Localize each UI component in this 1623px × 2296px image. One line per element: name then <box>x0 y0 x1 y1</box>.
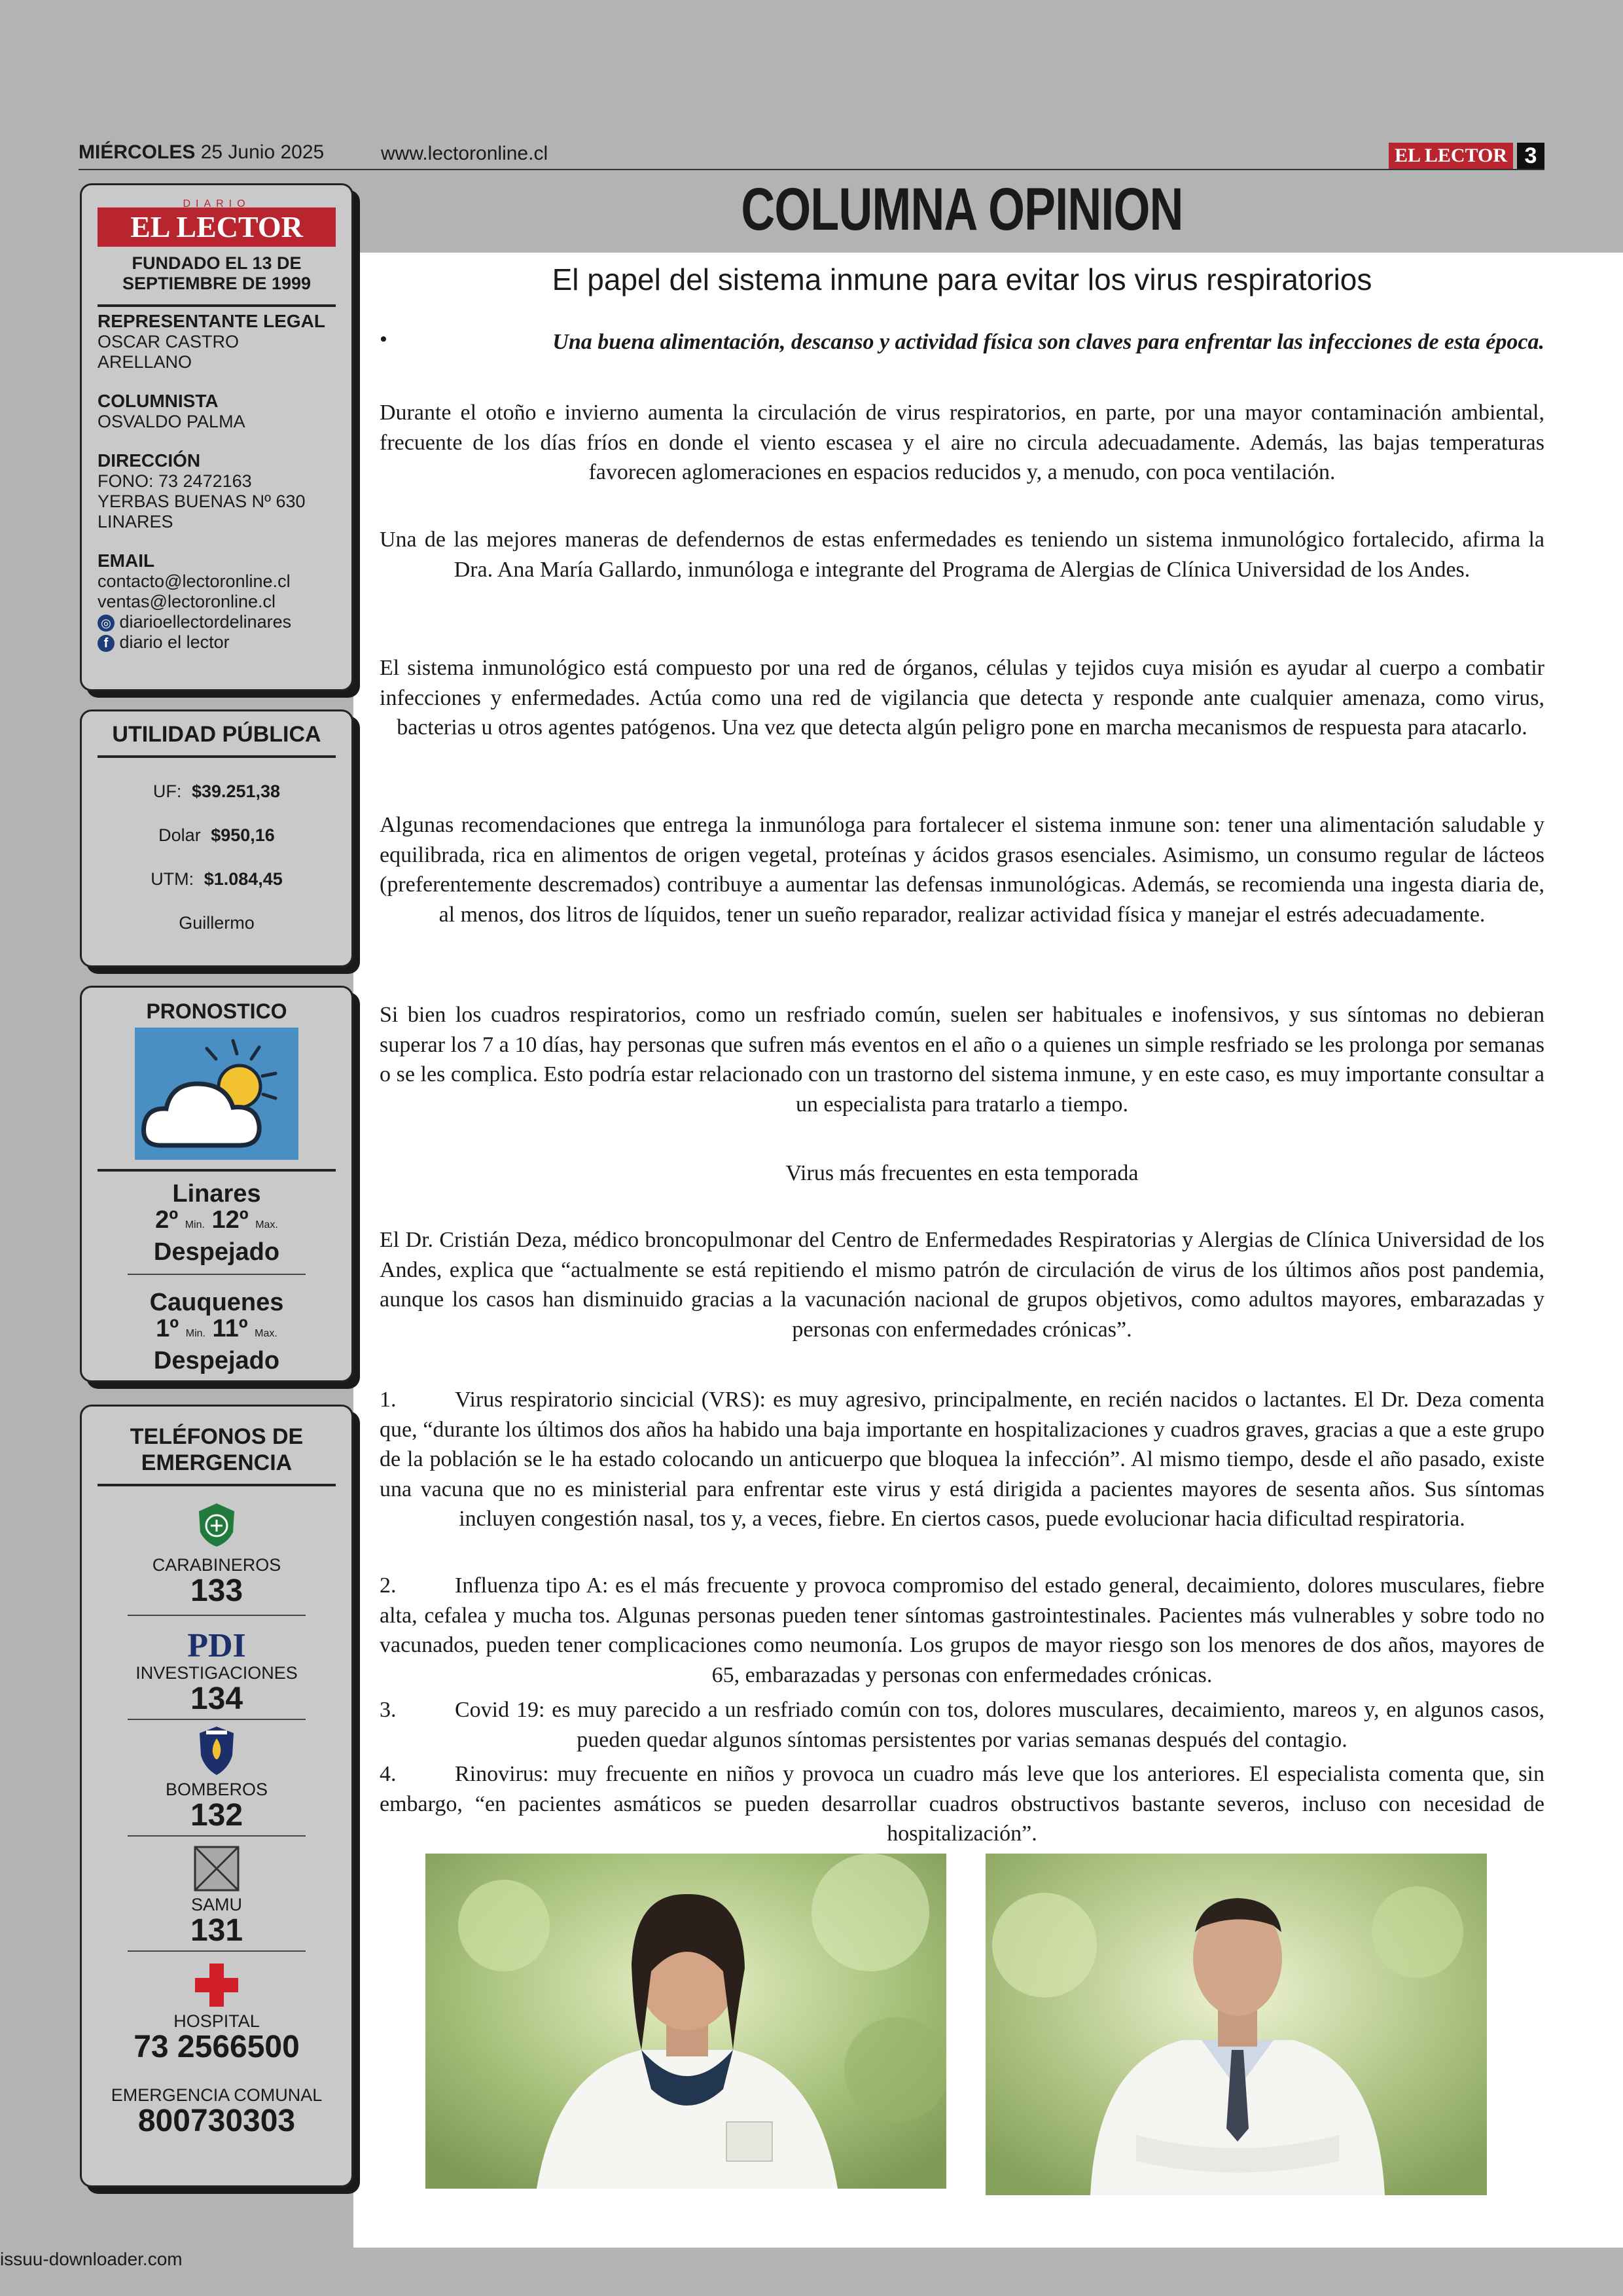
uf-row <box>82 781 351 802</box>
utility-rule <box>98 755 336 758</box>
paragraph: El sistema inmunológico está compuesto por una red de órganos, células y tejidos cuya misión es ayudar al cuerpo a combatir infecciones y enfermedades. Actúa como una red de vigilancia que detecta y responde ante cualquier amenaza, como virus, bacterias u otros agentes patógenos. Una vez que detecta algún peligro pone en marcha mecanismos de respuesta para atacarlo. <box>380 656 1544 740</box>
bomberos-shield-icon <box>197 1725 236 1776</box>
hospital-number: 73 2566500 <box>134 2030 300 2064</box>
list-item <box>380 1571 1544 1690</box>
street: YERBAS BUENAS Nº 630 <box>98 492 306 511</box>
samu-entry[interactable] <box>82 1846 351 1946</box>
utm-label: UTM: <box>151 869 194 889</box>
email-contacto[interactable]: contacto@lectoronline.cl <box>98 571 291 591</box>
dolar-value: $950,16 <box>211 825 275 845</box>
utility-title: UTILIDAD PÚBLICA <box>112 722 321 747</box>
forecast-linares <box>82 1181 351 1266</box>
list-number: 2. <box>380 1573 397 1598</box>
paragraph: Durante el otoño e invierno aumenta la circulación de virus respiratorios, en parte, por una mayor contaminación ambiental, frecuente de los días fríos en donde el viento escasea y el aire no circula adecuadamente. Además, las bajas temperaturas favorecen aglomeraciones en espacios reducidos y, a menudo, con poca ventilación. <box>380 401 1544 484</box>
min-label: Min. <box>185 1328 205 1339</box>
article-lead: Una buena alimentación, descanso y actividad física son claves para enfrentar las infecciones de esta época. <box>552 330 1544 354</box>
pdi-logo: PDI <box>187 1627 246 1664</box>
condition: Despejado <box>153 1238 280 1266</box>
list-number: 1. <box>380 1388 397 1412</box>
forecast-rule <box>98 1169 336 1172</box>
temps <box>82 1316 351 1347</box>
max-label: Max. <box>255 1219 278 1230</box>
temps <box>82 1207 351 1238</box>
list-text: Covid 19: es muy parecido a un resfriado común con tos, dolores musculares, decaimiento, mareos y, en algunos casos, pueden quedar algunos síntomas persistentes por varias semanas después del contagio. <box>455 1698 1544 1752</box>
emergency-box <box>80 1405 353 2187</box>
samu-label: SAMU <box>190 1895 242 1914</box>
temp-max: 12º <box>211 1206 249 1234</box>
facebook-handle: diario el lector <box>119 632 230 652</box>
partly-cloudy-icon <box>135 1028 298 1160</box>
list-text: Influenza tipo A: es el más frecuente y provoca compromiso del estado general, decaimiento, dolores musculares, fiebre alta, cefalea y mucha tos. Algunas personas pueden tener síntomas gastrointestinales. Pacientes más vulnerables y sobre todo no vacunados, pueden tener complicaciones como neumonía. Los grupos de mayor riesgo son los menores de dos años, mayores de 65, embarazadas y personas con enfermedades crónicas. <box>380 1573 1544 1687</box>
hospital-label: HOSPITAL <box>173 2011 260 2031</box>
emergency-title: TELÉFONOS DE EMERGENCIA <box>130 1424 304 1475</box>
founded-text: FUNDADO EL 13 DE SEPTIEMBRE DE 1999 <box>122 253 312 293</box>
comunal-number: 800730303 <box>137 2104 296 2138</box>
investigaciones-label: INVESTIGACIONES <box>135 1663 298 1683</box>
bomberos-entry[interactable] <box>82 1725 351 1831</box>
facebook-icon: f <box>98 635 115 652</box>
paragraph: El Dr. Cristián Deza, médico broncopulmonar del Centro de Enfermedades Respiratorias y Alergias de Clínica Universidad de los Andes, explica que “actualmente se está repitiendo el mismo patrón de circulación de virus de los últimos años post pandemia, aunque los casos han disminuido gracias a la vacunación nacional de grupos objetivos, como adultos mayores, embarazadas y personas con enfermedades crónicas”. <box>380 1228 1544 1342</box>
max-label: Max. <box>255 1328 277 1339</box>
address-label: DIRECCIÓN <box>98 450 201 471</box>
forecast-title: PRONOSTICO <box>146 999 287 1023</box>
condition: Despejado <box>153 1347 280 1374</box>
phone: FONO: 73 2472163 <box>98 471 252 491</box>
photo-dra-gallardo <box>425 1854 946 2189</box>
list-item <box>380 1695 1544 1755</box>
samu-number: 131 <box>190 1913 243 1948</box>
list-number: 3. <box>380 1698 397 1722</box>
header-rule <box>79 169 1544 170</box>
paragraph: Algunas recomendaciones que entrega la inmunóloga para fortalecer el sistema inmune son: tener una alimentación saludable y equilibrada, rica en alimentos de origen vegetal, proteínas y ácidos grasos esenciales. Asimismo, un consumo regular de lácteos (preferentemente descremados) contribuye a aumentar las defensas inmunológicas. Además, se recomienda una ingesta diaria de, al menos, dos litros de líquidos, tener un sueño reparador, realizar actividad física y manejar el estrés adecuadamente. <box>380 813 1544 927</box>
subheading: Virus más frecuentes en esta temporada <box>785 1161 1139 1185</box>
masthead-small: DIARIO <box>183 198 251 209</box>
dolar-label: Dolar <box>158 825 201 845</box>
hospital-entry[interactable] <box>82 1962 351 2063</box>
carabineros-entry[interactable] <box>82 1502 351 1607</box>
page-number: 3 <box>1517 143 1544 169</box>
utility-box <box>80 709 353 967</box>
city-name: Cauquenes <box>149 1289 284 1316</box>
list-number: 4. <box>380 1762 397 1786</box>
city: LINARES <box>98 512 173 531</box>
forecast-divider <box>128 1274 306 1275</box>
masthead-box <box>80 183 353 691</box>
uf-value: $39.251,38 <box>191 781 281 801</box>
dolar-row <box>82 825 351 846</box>
list-text: Virus respiratorio sincicial (VRS): es muy agresivo, principalmente, en recién nacidos o lactantes. El Dr. Deza comenta que, “durante los últimos dos años ha habido una baja importante en hospitalizaciones y cuadros graves, gracias a que a este grupo de la población se le ha estado colocando un anticuerpo que bloquea la infección”. Al mismo tiempo, desde el año pasado, existe una vacuna que no es ministerial para enfrentar este virus y está dirigida a pacientes mayores de sesenta años. Sus síntomas incluyen congestión nasal, tos y, a veces, fiebre. En ciertos casos, puede evolucionar hacia dificultad respiratoria. <box>380 1388 1544 1531</box>
instagram-row[interactable] <box>98 612 336 632</box>
columnist-label: COLUMNISTA <box>98 391 219 411</box>
legal-label: REPRESENTANTE LEGAL <box>98 311 325 331</box>
weekday: MIÉRCOLES <box>79 141 196 163</box>
utm-row <box>82 869 351 889</box>
facebook-row[interactable] <box>98 632 336 653</box>
carabineros-badge-icon <box>194 1502 240 1548</box>
section-title: COLUMNA OPINION <box>741 176 1183 243</box>
issue-date <box>79 141 324 164</box>
min-label: Min. <box>185 1219 205 1230</box>
footer-watermark: issuu-downloader.com <box>0 2249 183 2269</box>
header-logo: EL LECTOR <box>1389 143 1513 169</box>
bomberos-label: BOMBEROS <box>165 1780 268 1799</box>
date: 25 Junio 2025 <box>200 141 325 163</box>
paragraph: Si bien los cuadros respiratorios, como un resfriado común, suelen ser habituales e inofensivos, y sus síntomas no debieran superar los 7 a 10 días, hay personas que sufren más eventos en el año o a quienes un simple resfriado se les prolonga por semanas o se les complica. Esto podría estar relacionado con un trastorno del sistema inmune, y en este caso, es muy importante consultar a un especialista para tratarlo a tiempo. <box>380 1003 1544 1117</box>
forecast-cauquenes <box>82 1289 351 1374</box>
forecast-box <box>80 986 353 1382</box>
list-item <box>380 1385 1544 1534</box>
email-ventas[interactable]: ventas@lectoronline.cl <box>98 592 276 611</box>
red-cross-icon <box>194 1962 240 2008</box>
masthead-name: EL LECTOR <box>130 210 303 243</box>
website-link[interactable]: www.lectoronline.cl <box>381 143 548 164</box>
masthead-logo <box>98 198 336 247</box>
email-label: EMAIL <box>98 550 155 571</box>
columnist-name: OSVALDO PALMA <box>98 412 245 431</box>
divider <box>128 1615 306 1616</box>
divider <box>128 1950 306 1952</box>
masthead-rule <box>98 304 336 307</box>
city-name: Linares <box>172 1180 261 1208</box>
paragraph: Una de las mejores maneras de defendernos de estas enfermedades es teniendo un sistema inmunológico fortalecido, afirma la Dra. Ana María Gallardo, inmunóloga e integrante del Programa de Alergias de Clínica Universidad de los Andes. <box>380 528 1544 582</box>
uf-label: UF: <box>152 781 182 801</box>
bomberos-number: 132 <box>190 1798 243 1833</box>
instagram-handle: diarioellectordelinares <box>119 612 292 632</box>
carabineros-number: 133 <box>190 1573 243 1608</box>
investigaciones-number: 134 <box>190 1681 243 1716</box>
article-title: El papel del sistema inmune para evitar los virus respiratorios <box>552 262 1372 296</box>
temp-min: 1º <box>156 1315 179 1342</box>
list-item <box>380 1759 1544 1849</box>
saint-of-day: Guillermo <box>179 913 255 933</box>
photo-dr-deza <box>986 1854 1487 2195</box>
temp-max: 11º <box>212 1315 248 1342</box>
samu-placeholder-icon <box>194 1846 240 1892</box>
comunal-label: EMERGENCIA COMUNAL <box>111 2085 323 2105</box>
divider <box>128 1719 306 1720</box>
divider <box>128 1835 306 1837</box>
list-text: Rinovirus: muy frecuente en niños y provoca un cuadro más leve que los anteriores. El especialista comenta que, sin embargo, “en pacientes asmáticos se pueden desarrollar cuadros obstructivos bastante severos, incluso con necesidad de hospitalización”. <box>380 1762 1544 1846</box>
pdi-entry[interactable] <box>82 1629 351 1715</box>
comunal-entry[interactable] <box>82 2085 351 2137</box>
temp-min: 2º <box>155 1206 179 1234</box>
utm-value: $1.084,45 <box>204 869 283 889</box>
emergency-rule <box>98 1484 336 1486</box>
instagram-icon: ◎ <box>98 615 115 632</box>
legal-name: OSCAR CASTRO ARELLANO <box>98 332 240 372</box>
carabineros-label: CARABINEROS <box>152 1555 281 1575</box>
lead-bullet: • <box>380 327 387 351</box>
